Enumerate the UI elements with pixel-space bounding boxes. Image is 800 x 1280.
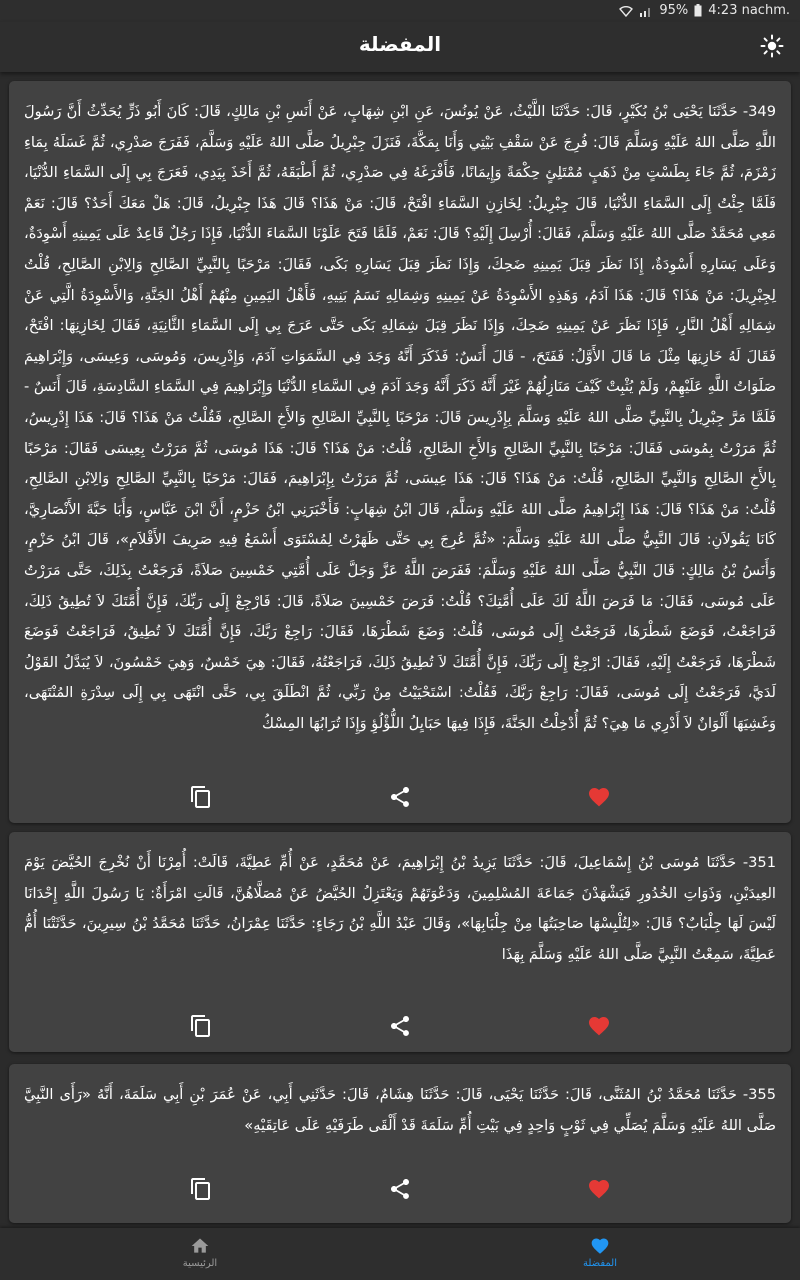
- signal-icon: [639, 5, 653, 17]
- hadith-card: [9, 81, 791, 823]
- nav-home[interactable]: [120, 1228, 280, 1280]
- status-bar: [0, 0, 800, 22]
- nav-home-label: الرئيسية: [182, 1258, 218, 1269]
- copy-icon[interactable]: [189, 1014, 213, 1038]
- card-actions: [9, 1012, 791, 1040]
- heart-icon[interactable]: [587, 1177, 611, 1201]
- battery-icon: [694, 4, 702, 17]
- status-indicators: [619, 3, 790, 18]
- hadith-card: [9, 832, 791, 1052]
- copy-icon[interactable]: [189, 1177, 213, 1201]
- hadith-text: 349- حَدَّثَنَا يَحْيَى بْنُ بُكَيْرٍ، قَالَ: حَدَّثَنَا اللَّيْثُ، عَنْ يُونُسَ، عَنِ ابْنِ شِهَابٍ، عَنْ أَنَسِ بْنِ مَالِكٍ، قَالَ: كَانَ أَبُو ذَرٍّ يُحَدِّثُ أَنَّ رَسُولَ اللَّهِ صَلَّى اللهُ عَلَيْهِ وَسَلَّمَ قَالَ: فُرِجَ عَنْ سَقْفِ بَيْتِي وَأَنَا بِمَكَّةَ، فَنَزَلَ جِبْرِيلُ صَلَّى اللهُ عَلَيْهِ وَسَلَّمَ، فَفَرَجَ صَدْرِي، ثُمَّ غَسَلَهُ بِمَاءِ زَمْزَمَ، ثُمَّ جَاءَ بِطَسْتٍ مِنْ ذَهَبٍ مُمْتَلِئٍ حِكْمَةً وَإِيمَانًا، فَأَفْرَغَهُ فِي صَدْرِي، ثُمَّ أَطْبَقَهُ، ثُمَّ أَخَذَ بِيَدِي، فَعَرَجَ بِي إِلَى السَّمَاءِ الدُّنْيَا، فَلَمَّا جِئْتُ إِلَى السَّمَاءِ الدُّنْيَا، قَالَ جِبْرِيلُ: لِخَازِنِ السَّمَاءِ افْتَحْ، قَالَ: مَنْ هَذَا؟ قَالَ هَذَا جِبْرِيلُ، قَالَ: هَلْ مَعَكَ أَحَدٌ؟ قَالَ: نَعَمْ مَعِي مُحَمَّدٌ صَلَّى اللهُ عَلَيْهِ وَسَلَّمَ، فَقَالَ: أُرْسِلَ إِلَيْهِ؟ قَالَ: نَعَمْ، فَلَمَّا فَتَحَ عَلَوْنَا السَّمَاءَ الدُّنْيَا، فَإِذَا رَجُلٌ قَاعِدٌ عَلَى يَمِينِهِ أَسْوِدَةٌ، وَعَلَى يَسَارِهِ أَسْوِدَةٌ، إِذَا نَظَرَ قِبَلَ يَمِينِهِ ضَحِكَ، وَإِذَا نَظَرَ قِبَلَ يَسَارِهِ بَكَى، فَقَالَ: مَرْحَبًا بِالنَّبِيِّ الصَّالِحِ وَالِابْنِ الصَّالِحِ، قُلْتُ لِجِبْرِيلَ: مَنْ هَذَا؟ قَالَ: هَذَا آدَمُ، وَهَذِهِ الأَسْوِدَةُ عَنْ يَمِينِهِ وَشِمَالِهِ نَسَمُ بَنِيهِ، فَأَهْلُ اليَمِينِ مِنْهُمْ أَهْلُ الجَنَّةِ، وَالأَسْوِدَةُ الَّتِي عَنْ شِمَالِهِ أَهْلُ النَّارِ، فَإِذَا نَظَرَ عَنْ يَمِينِهِ ضَحِكَ، وَإِذَا نَظَرَ قِبَلَ شِمَالِهِ بَكَى حَتَّى عَرَجَ بِي إِلَى السَّمَاءِ الثَّانِيَةِ، فَقَالَ لِخَازِنِهَا: افْتَحْ، فَقَالَ لَهُ خَازِنِهَا مِثْلَ مَا قَالَ الأَوَّلُ: فَفَتَحَ، - قَالَ أَنَسٌ: فَذَكَرَ أَنَّهُ وَجَدَ فِي السَّمَوَاتِ آدَمَ، وَإِدْرِيسَ، وَمُوسَى، وَعِيسَى، وَإِبْرَاهِيمَ صَلَوَاتُ اللَّهِ عَلَيْهِمْ، وَلَمْ يُثْبِتْ كَيْفَ مَنَازِلُهُمْ غَيْرَ أَنَّهُ ذَكَرَ أَنَّهُ وَجَدَ آدَمَ فِي السَّمَاءِ الدُّنْيَا وَإِبْرَاهِيمَ فِي السَّمَاءِ السَّادِسَةِ، قَالَ أَنَسٌ - فَلَمَّا مَرَّ جِبْرِيلُ بِالنَّبِيِّ صَلَّى اللهُ عَلَيْهِ وَسَلَّمَ بِإِدْرِيسَ قَالَ: مَرْحَبًا بِالنَّبِيِّ الصَّالِحِ وَالأَخِ الصَّالِحِ، فَقُلْتُ مَنْ هَذَا؟ قَالَ: هَذَا إِدْرِيسُ، ثُمَّ مَرَرْتُ بِمُوسَى فَقَالَ: مَرْحَبًا بِالنَّبِيِّ الصَّالِحِ وَالأَخِ الصَّالِحِ، قُلْتُ: مَنْ هَذَا؟ قَالَ: هَذَا مُوسَى، ثُمَّ مَرَرْتُ بِعِيسَى فَقَالَ: مَرْحَبًا بِالأَخِ الصَّالِحِ وَالنَّبِيِّ الصَّالِحِ، قُلْتُ: مَنْ هَذَا؟ قَالَ: هَذَا عِيسَى، ثُمَّ مَرَرْتُ بِإِبْرَاهِيمَ، فَقَالَ: مَرْحَبًا بِالنَّبِيِّ الصَّالِحِ وَالِابْنِ الصَّالِحِ، قُلْتُ: مَنْ هَذَا؟ قَالَ: هَذَا إِبْرَاهِيمُ صَلَّى اللهُ عَلَيْهِ وَسَلَّمَ، قَالَ ابْنُ شِهَابٍ: فَأَخْبَرَنِي ابْنُ حَزْمٍ، أَنَّ ابْنَ عَبَّاسٍ، وَأَبَا حَبَّةَ الأَنْصَارِيَّ، كَانَا يَقُولاَنِ: قَالَ النَّبِيُّ صَلَّى اللهُ عَلَيْهِ وَسَلَّمَ: «ثُمَّ عُرِجَ بِي حَتَّى ظَهَرْتُ لِمُسْتَوَى أَسْمَعُ فِيهِ صَرِيفَ الأَقْلاَمِ»، قَالَ ابْنُ حَزْمٍ، وَأَنَسُ بْنُ مَالِكٍ: قَالَ النَّبِيُّ صَلَّى اللهُ عَلَيْهِ وَسَلَّمَ: فَفَرَضَ اللَّهُ عَزَّ وَجَلَّ عَلَى أُمَّتِي خَمْسِينَ صَلاَةً، فَرَجَعْتُ بِذَلِكَ، حَتَّى مَرَرْتُ عَلَى مُوسَى، فَقَالَ: مَا فَرَضَ اللَّهُ لَكَ عَلَى أُمَّتِكَ؟ قُلْتُ: فَرَضَ خَمْسِينَ صَلاَةً، قَالَ: فَارْجِعْ إِلَى رَبِّكَ، فَإِنَّ أُمَّتَكَ لاَ تُطِيقُ ذَلِكَ، فَرَاجَعْتُ، فَوَضَعَ شَطْرَهَا، فَرَجَعْتُ إِلَى مُوسَى، قُلْتُ: وَضَعَ شَطْرَهَا، فَقَالَ: رَاجِعْ رَبَّكَ، فَإِنَّ أُمَّتَكَ لاَ تُطِيقُ، فَرَاجَعْتُ فَوَضَعَ شَطْرَهَا، فَرَجَعْتُ إِلَيْهِ، فَقَالَ: ارْجِعْ إِلَى رَبِّكَ، فَإِنَّ أُمَّتَكَ لاَ تُطِيقُ ذَلِكَ، فَرَاجَعْتُهُ، فَقَالَ: هِيَ خَمْسٌ، وَهِيَ خَمْسُونَ، لاَ يُبَدَّلُ القَوْلُ لَدَيَّ، فَرَجَعْتُ إِلَى مُوسَى، فَقَالَ: رَاجِعْ رَبَّكَ، فَقُلْتُ: اسْتَحْيَيْتُ مِنْ رَبِّي، ثُمَّ انْطَلَقَ بِي، حَتَّى انْتَهَى بِي إِلَى سِدْرَةِ المُنْتَهَى، وَغَشِيَهَا أَلْوَانٌ لاَ أَدْرِي مَا هِيَ؟ ثُمَّ أُدْخِلْتُ الجَنَّةَ، فَإِذَا فِيهَا حَبَايِلُ اللُّؤْلُؤِ وَإِذَا تُرَابُهَا المِسْكُ: [24, 103, 776, 732]
- clock: 4:23 nachm.: [708, 3, 790, 18]
- home-icon: [190, 1236, 210, 1256]
- heart-icon[interactable]: [587, 785, 611, 809]
- wifi-icon: [619, 5, 633, 17]
- nav-favorites-label: المفضلة: [582, 1258, 617, 1269]
- card-actions: [9, 1175, 791, 1203]
- card-actions: [9, 783, 791, 811]
- battery-percent: 95%: [659, 3, 689, 18]
- share-icon[interactable]: [388, 785, 412, 809]
- hadith-text: 351- حَدَّثَنَا مُوسَى بْنُ إِسْمَاعِيلَ، قَالَ: حَدَّثَنَا يَزِيدُ بْنُ إِبْرَاهِيمَ، عَنْ مُحَمَّدٍ، عَنْ أُمِّ عَطِيَّةَ، قَالَتْ: أُمِرْنَا أَنْ نُخْرِجَ الحُيَّضَ يَوْمَ العِيدَيْنِ، وَذَوَاتِ الخُدُورِ فَيَشْهَدْنَ جَمَاعَةَ المُسْلِمِينَ، وَدَعْوَتَهُمْ وَيَعْتَزِلُ الحُيَّضُ عَنْ مُصَلَّاهُنَّ، قَالَتِ امْرَأَةٌ: يَا رَسُولَ اللَّهِ إِحْدَانَا لَيْسَ لَهَا جِلْبَابٌ؟ قَالَ: «لِتُلْبِسْهَا صَاحِبَتُهَا مِنْ جِلْبَابِهَا»، وَقَالَ عَبْدُ اللَّهِ بْنُ رَجَاءٍ: حَدَّثَنَا عِمْرَانُ، حَدَّثَنَا مُحَمَّدُ بْنُ سِيرِينَ، حَدَّثَتْنَا أُمُّ عَطِيَّةَ، سَمِعْتُ النَّبِيَّ صَلَّى اللهُ عَلَيْهِ وَسَلَّمَ بِهَذَا: [24, 854, 776, 963]
- sun-icon[interactable]: [760, 34, 784, 58]
- favorites-list[interactable]: [0, 72, 800, 1228]
- page-title: المفضلة: [358, 32, 442, 56]
- nav-favorites[interactable]: [520, 1228, 680, 1280]
- hadith-text: 355- حَدَّثَنَا مُحَمَّدُ بْنُ المُثَنَّى، قَالَ: حَدَّثَنَا يَحْيَى، قَالَ: حَدَّثَنَا هِشَامٌ، قَالَ: حَدَّثَنِي أَبِي، عَنْ عُمَرَ بْنِ أَبِي سَلَمَةَ، أَنَّهُ «رَأَى النَّبِيَّ صَلَّى اللهُ عَلَيْهِ وَسَلَّمَ يُصَلِّي فِي ثَوْبٍ وَاحِدٍ فِي بَيْتِ أُمِّ سَلَمَةَ قَدْ أَلْقَى طَرَفَيْهِ عَلَى عَاتِقَيْهِ»: [24, 1086, 776, 1134]
- copy-icon[interactable]: [189, 785, 213, 809]
- heart-icon[interactable]: [587, 1014, 611, 1038]
- hadith-card: [9, 1064, 791, 1223]
- app-bar: [0, 22, 800, 72]
- share-icon[interactable]: [388, 1014, 412, 1038]
- share-icon[interactable]: [388, 1177, 412, 1201]
- heart-icon: [590, 1236, 610, 1256]
- bottom-nav: [0, 1228, 800, 1280]
